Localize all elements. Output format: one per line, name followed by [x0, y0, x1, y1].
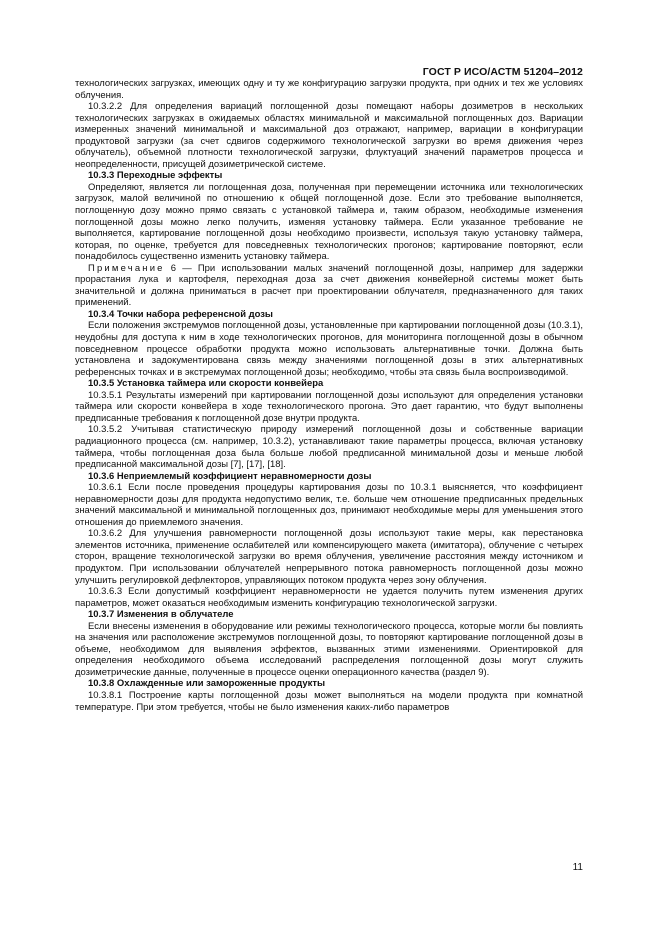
- paragraph-10-3-5-2: 10.3.5.2 Учитывая статистическую природу измерений поглощенной дозы и собственные вариации радиационного процесса (см. например, 10.3.2), устанавливают такие параметры процесса, включая установку таймера, чтобы поглощенная доза была больше любой предписанной минимальной дозы и меньше любой предписанной максимальной дозы [7], [17], [18].: [75, 424, 583, 471]
- paragraph-10-3-6-3: 10.3.6.3 Если допустимый коэффициент неравномерности не удается получить путем изменения других параметров, может оказаться необходимым изменить конфигурацию технологической загрузки.: [75, 586, 583, 609]
- paragraph-10-3-5-1: 10.3.5.1 Результаты измерений при картировании поглощенной дозы используют для определения установки таймера или скорости конвейера в ходе технологического прогона. Это дает гарантию, что будут выполнены предписанные требования к поглощенной дозе внутри продукта.: [75, 389, 583, 424]
- document-header: ГОСТ Р ИСО/АСТМ 51204–2012: [422, 66, 583, 78]
- paragraph-10-3-6-1: 10.3.6.1 Если после проведения процедуры картирования дозы по 10.3.1 выясняется, что коэффициент неравномерности дозы для продукта недопустимо велик, т.е. больше чем отношение предписанных предельных значений максимальной и минимальной поглощенных доз, принимают необходимые меры для уменьшения этого отношения до приемлемого значения.: [75, 482, 583, 528]
- note-label: Примечание: [88, 262, 165, 274]
- heading-10-3-6: 10.3.6 Неприемлемый коэффициент неравномерности дозы: [88, 470, 372, 482]
- paragraph-10-3-4: Если положения экстремумов поглощенной дозы, установленные при картировании поглощенной дозы (10.3.1), неудобны для доступа к ним в ходе технологических прогонов, для мониторинга поглощенной дозы в обычном повседневном процессе обработки продукта можно использовать альтернативные точки. Должна быть установлена и задокументирована связь между значениями поглощенной дозы в этих альтернативных референсных точках и в экстремумах поглощенной дозы; необходимо, чтобы эта связь была воспроизводимой.: [75, 320, 583, 378]
- heading-10-3-4: 10.3.4 Точки набора референсной дозы: [88, 308, 273, 320]
- paragraph-10-3-6-2: 10.3.6.2 Для улучшения равномерности поглощенной дозы используют такие меры, как перестановка элементов источника, применение ослабителей или компенсирующего макета (имитатора), облучение с четырех сторон, вращение технологической загрузки во время облучения, увеличение расстояния между источником и продуктом. При использовании облучателей непрерывного потока равномерность поглощенной дозы можно улучшить регулировкой дефлекторов, управляющих потоком продукта через зону облучения.: [75, 528, 583, 586]
- paragraph-10-3-8-1: 10.3.8.1 Построение карты поглощенной дозы может выполняться на модели продукта при комнатной температуре. При этом требуется, чтобы не было изменения каких-либо параметров: [75, 689, 583, 713]
- paragraph-10-3-7: Если внесены изменения в оборудование или режимы технологического процесса, которые могли бы повлиять на значения или расположение экстремумов поглощенной дозы, то повторяют картирование поглощенной дозы в объеме, необходимом для выявления эффектов, вызванных этими изменениями. Ориентировкой для определения необходимого объема исследований распределения поглощенной дозы могут служить дозиметрические данные, полученные в процессе оценки операционного качества (раздел 9).: [75, 620, 583, 678]
- paragraph-10-3-2-2: 10.3.2.2 Для определения вариаций поглощенной дозы помещают наборы дозиметров в нескольких технологических загрузках в ожидаемых областях минимальной и максимальной поглощенных доз. Вариации измеренных значений минимальной и максимальной доз отражают, например, вариации в конфигурации продуктовой загрузки (за счет сдвигов содержимого технологической загрузки во время движения через облучатель), объемной плотности технологической загрузки, флуктуаций значений параметров процесса и неопределенности, присущей дозиметрической системе.: [75, 101, 583, 170]
- note-6: [75, 263, 583, 309]
- paragraph-continuation: технологических загрузках, имеющих одну и ту же конфигурацию загрузки продукта, при одних и тех же условиях облучения.: [75, 78, 583, 101]
- note-text: 6 — При использовании малых значений поглощенной дозы, например для задержки прорастания лука и картофеля, переходная доза за счет движения конвейерной системы может быть значительной и должна приниматься в расчет при проектировании облучателя, предназначенного для таких применений.: [75, 262, 583, 309]
- heading-10-3-3: 10.3.3 Переходные эффекты: [88, 170, 223, 182]
- heading-10-3-5: 10.3.5 Установка таймера или скорости конвейера: [88, 378, 324, 390]
- page-number: 11: [572, 862, 583, 873]
- paragraph-10-3-3: Определяют, является ли поглощенная доза, полученная при перемещении источника или технологических загрузок, малой величиной по отношению к общей поглощенной дозе. Если это требование выполняется, поглощенную дозу можно прямо связать с установкой таймера и, таким образом, необходимые изменения поглощенной дозы можно легко получить, изменяя установку таймера. Если указанное требование не выполняется, картирование поглощенной дозы необходимо произвести, используя такую установку таймера, которая, по оценке, требуется для повседневных технологических прогонов; картирование повторяют, если понадобилось существенно изменить установку таймера.: [75, 181, 583, 263]
- heading-10-3-8: 10.3.8 Охлажденные или замороженные продукты: [88, 678, 326, 690]
- document-body: [75, 78, 583, 713]
- heading-10-3-7: 10.3.7 Изменения в облучателе: [88, 609, 234, 621]
